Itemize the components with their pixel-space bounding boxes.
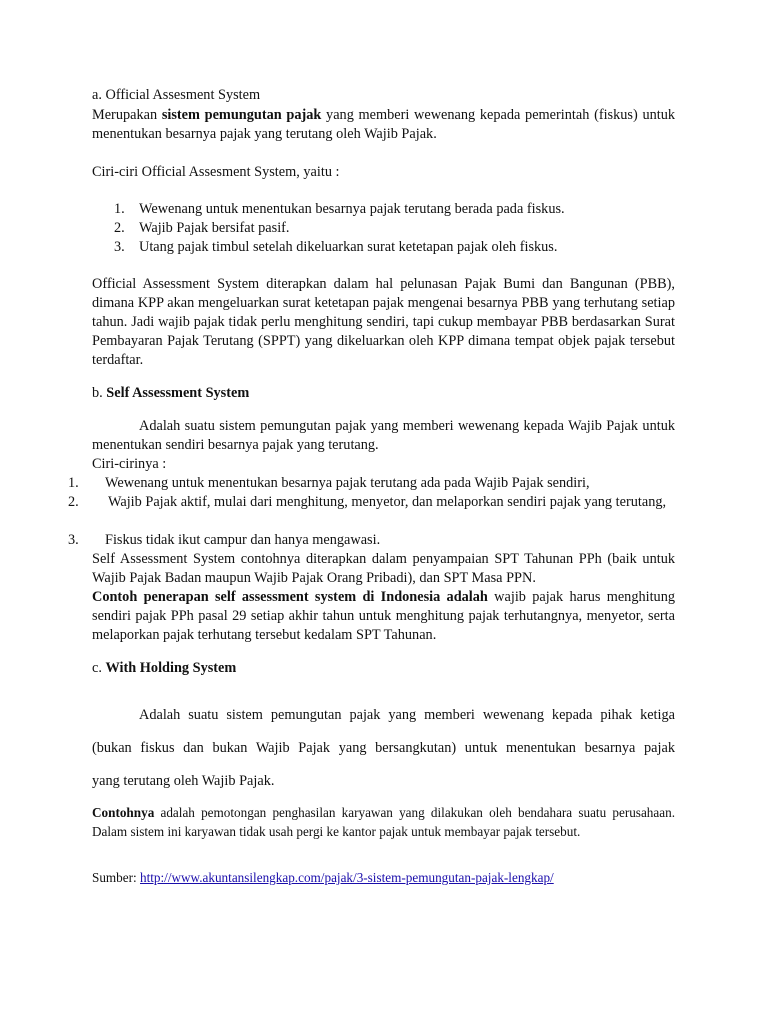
section-c-definition-line2: (bukan fiskus dan bukan Wajib Pajak yang bersangkutan) untuk menentukan besarnya pajak bbox=[92, 740, 675, 756]
list-item-number: 1. bbox=[114, 201, 125, 217]
list-item-number: 2. bbox=[68, 494, 79, 510]
section-c-example-text: adalah pemotongan penghasilan karyawan yang dilakukan oleh bendahara suatu perusahaan. Dalam sistem ini karyawan tidak usah pergi ke kantor pajak untuk membayar pajak tersebut. bbox=[92, 805, 675, 839]
list-item-text: Wajib Pajak aktif, mulai dari menghitung, menyetor, dan melaporkan sendiri pajak yang terutang, bbox=[108, 494, 667, 510]
section-a-ciri-list bbox=[114, 200, 674, 257]
list-item-text: Wewenang untuk menentukan besarnya pajak terutang ada pada Wajib Pajak sendiri, bbox=[105, 475, 590, 491]
section-b-heading bbox=[92, 384, 675, 403]
list-item bbox=[114, 200, 674, 219]
section-b-application-bold: Contoh penerapan self assessment system di Indonesia adalah bbox=[92, 589, 488, 605]
list-item-text: Wajib Pajak bersifat pasif. bbox=[139, 220, 290, 236]
section-b-definition: Adalah suatu sistem pemungutan pajak yang memberi wewenang kepada Wajib Pajak untuk menentukan sendiri besarnya pajak yang terutang. bbox=[92, 418, 675, 453]
list-item bbox=[0, 474, 676, 493]
section-c-definition-line1: Adalah suatu sistem pemungutan pajak yang memberi wewenang kepada pihak ketiga bbox=[139, 707, 675, 723]
section-a-intro-pre: Merupakan bbox=[92, 107, 162, 123]
list-item-number: 1. bbox=[68, 475, 79, 491]
section-c-heading-prefix: c. bbox=[92, 660, 106, 676]
section-c-example-bold: Contohnya bbox=[92, 805, 155, 820]
section-b-heading-title: Self Assessment System bbox=[106, 385, 250, 401]
source-link[interactable]: http://www.akuntansilengkap.com/pajak/3-sistem-pemungutan-pajak-lengkap/ bbox=[140, 870, 554, 885]
section-c-heading bbox=[92, 659, 675, 678]
section-a-intro-bold: sistem pemungutan pajak bbox=[161, 107, 322, 123]
section-b-heading-prefix: b. bbox=[92, 385, 107, 401]
section-b-ciri-heading: Ciri-cirinya : bbox=[92, 456, 167, 472]
section-c-heading-title: With Holding System bbox=[105, 660, 237, 676]
section-a-intro-post: yang memberi wewenang kepada pemerintah (fiskus) untuk menentukan besarnya pajak yang terutang oleh Wajib Pajak. bbox=[92, 107, 676, 142]
list-item-number: 3. bbox=[68, 532, 79, 548]
list-item-number: 2. bbox=[114, 220, 125, 236]
section-b-ciri-list bbox=[0, 474, 676, 550]
list-item bbox=[0, 493, 676, 531]
source-line bbox=[92, 869, 675, 888]
section-a-heading: a. Official Assesment System bbox=[92, 87, 261, 103]
section-b-application-text: wajib pajak harus menghitung sendiri pajak PPh pasal 29 setiap akhir tahun untuk menghitung pajak terhutangnya, menyetor, serta melaporkan pajak terhutang tersebut kedalam SPT Tahunan. bbox=[92, 589, 676, 643]
list-item bbox=[114, 238, 674, 257]
section-a-ciri-heading: Ciri-ciri Official Assesment System, yaitu : bbox=[92, 164, 340, 180]
list-item-text: Wewenang untuk menentukan besarnya pajak terutang berada pada fiskus. bbox=[139, 201, 565, 217]
list-item-text: Utang pajak timbul setelah dikeluarkan surat ketetapan pajak oleh fiskus. bbox=[139, 239, 558, 255]
section-c-example bbox=[92, 804, 675, 841]
source-label: Sumber: bbox=[92, 870, 140, 885]
section-c-definition-line3: yang terutang oleh Wajib Pajak. bbox=[92, 773, 275, 789]
section-a-paragraph: Official Assessment System diterapkan dalam hal pelunasan Pajak Bumi dan Bangunan (PBB), dimana KPP akan mengeluarkan surat ketetapan pajak mengenai besarnya PBB yang terhutang setiap tahun. Jadi wajib pajak tidak perlu menghitung sendiri, tapi cukup membayar PBB berdasarkan Surat Pembayaran Pajak Terutang (SPPT) yang dikeluarkan oleh KPP dimana tempat objek pajak tersebut terdaftar. bbox=[92, 276, 675, 368]
list-item-text: Fiskus tidak ikut campur dan hanya mengawasi. bbox=[105, 532, 381, 548]
section-b-example: Self Assessment System contohnya diterapkan dalam penyampaian SPT Tahunan PPh (baik untuk Wajib Pajak Badan maupun Wajib Pajak Orang Pribadi), dan SPT Masa PPN. bbox=[92, 551, 675, 586]
list-item bbox=[0, 531, 676, 550]
section-b-application bbox=[92, 588, 675, 645]
section-a-intro bbox=[92, 106, 675, 144]
list-item bbox=[114, 219, 674, 238]
list-item-number: 3. bbox=[114, 239, 125, 255]
